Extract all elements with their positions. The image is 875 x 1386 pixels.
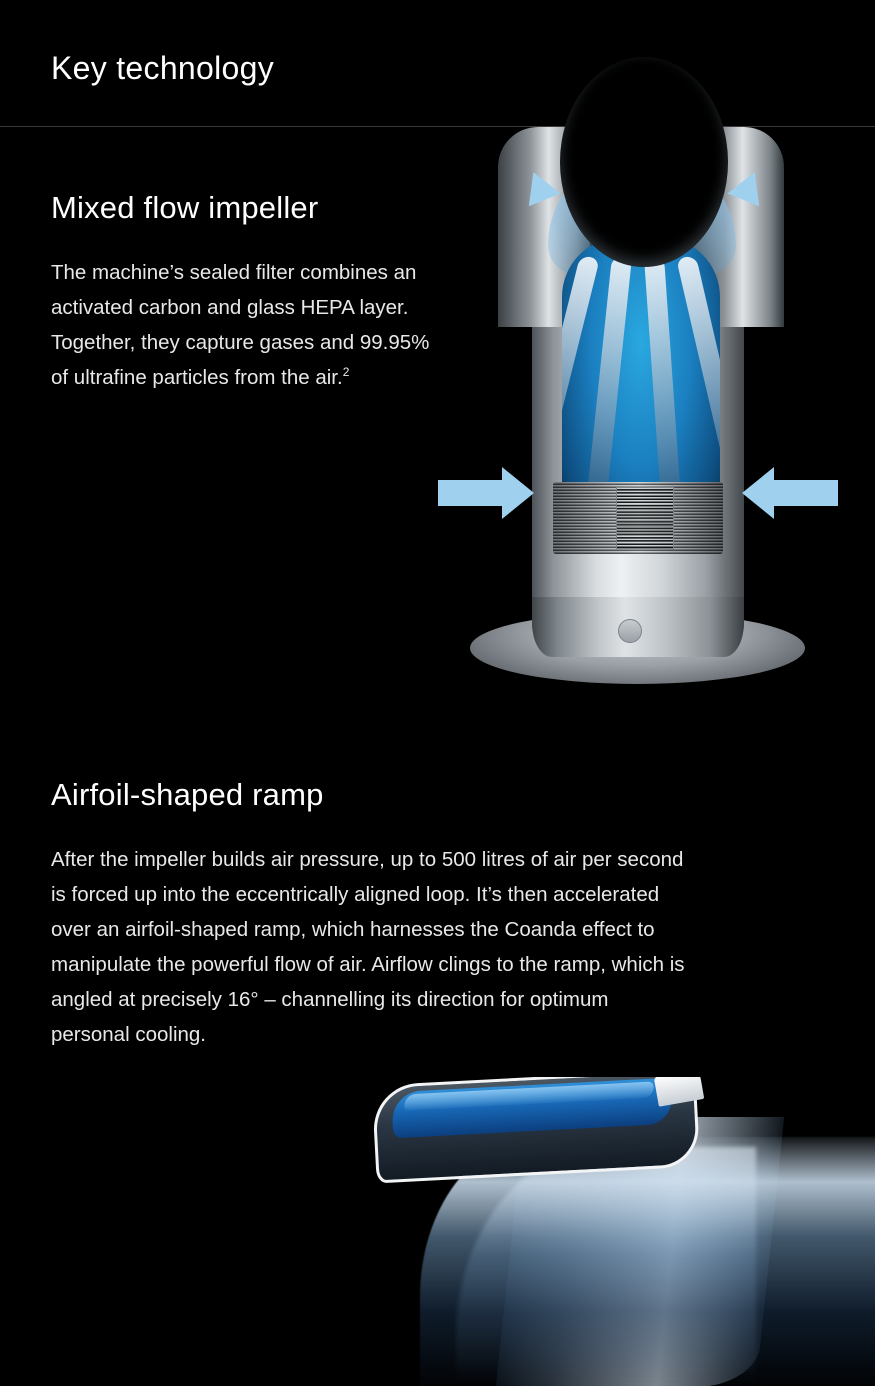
section-body-text: The machine’s sealed filter combines an activated carbon and glass HEPA layer. Together, they capture gases and 99.95% of ultrafine particles from the air. [51,261,430,389]
section-airfoil-shaped-ramp [0,757,875,1386]
airflow-arrow-in-left-head-icon [502,467,534,519]
page-title: Key technology [51,50,275,86]
section-mixed-flow-impeller [0,127,875,757]
fan-loop-aperture-illustration [560,57,728,267]
footnote-marker: 2 [342,365,350,380]
mixed-flow-impeller-diagram [420,127,875,702]
impeller-blade [585,256,632,516]
page-header [0,0,875,127]
section-body-mixed-flow-impeller [51,255,451,395]
airflow-arrow-in-right-head-icon [742,467,774,519]
impeller-blade [644,257,682,517]
airflow-arrow-in-left-icon [438,480,502,506]
section-heading-mixed-flow-impeller: Mixed flow impeller [51,190,319,225]
section-heading-airfoil-shaped-ramp: Airfoil-shaped ramp [51,777,324,812]
power-button-icon [618,619,642,643]
section-body-airfoil-shaped-ramp: After the impeller builds air pressure, up to 500 litres of air per second is forced up into the eccentrically aligned loop. It’s then accelerated over an airfoil-shaped ramp, which harnesses the Coanda effect to manipulate the powerful flow of air. Airflow clings to the ramp, which is angled at precisely 16° – channelling its direction for optimum personal cooling. [51,848,685,1046]
airflow-arrow-in-right-icon [774,480,838,506]
impeller-blade [676,256,720,513]
air-intake-grille-detail-illustration [616,487,674,549]
airfoil-shaped-ramp-diagram [360,1077,875,1386]
